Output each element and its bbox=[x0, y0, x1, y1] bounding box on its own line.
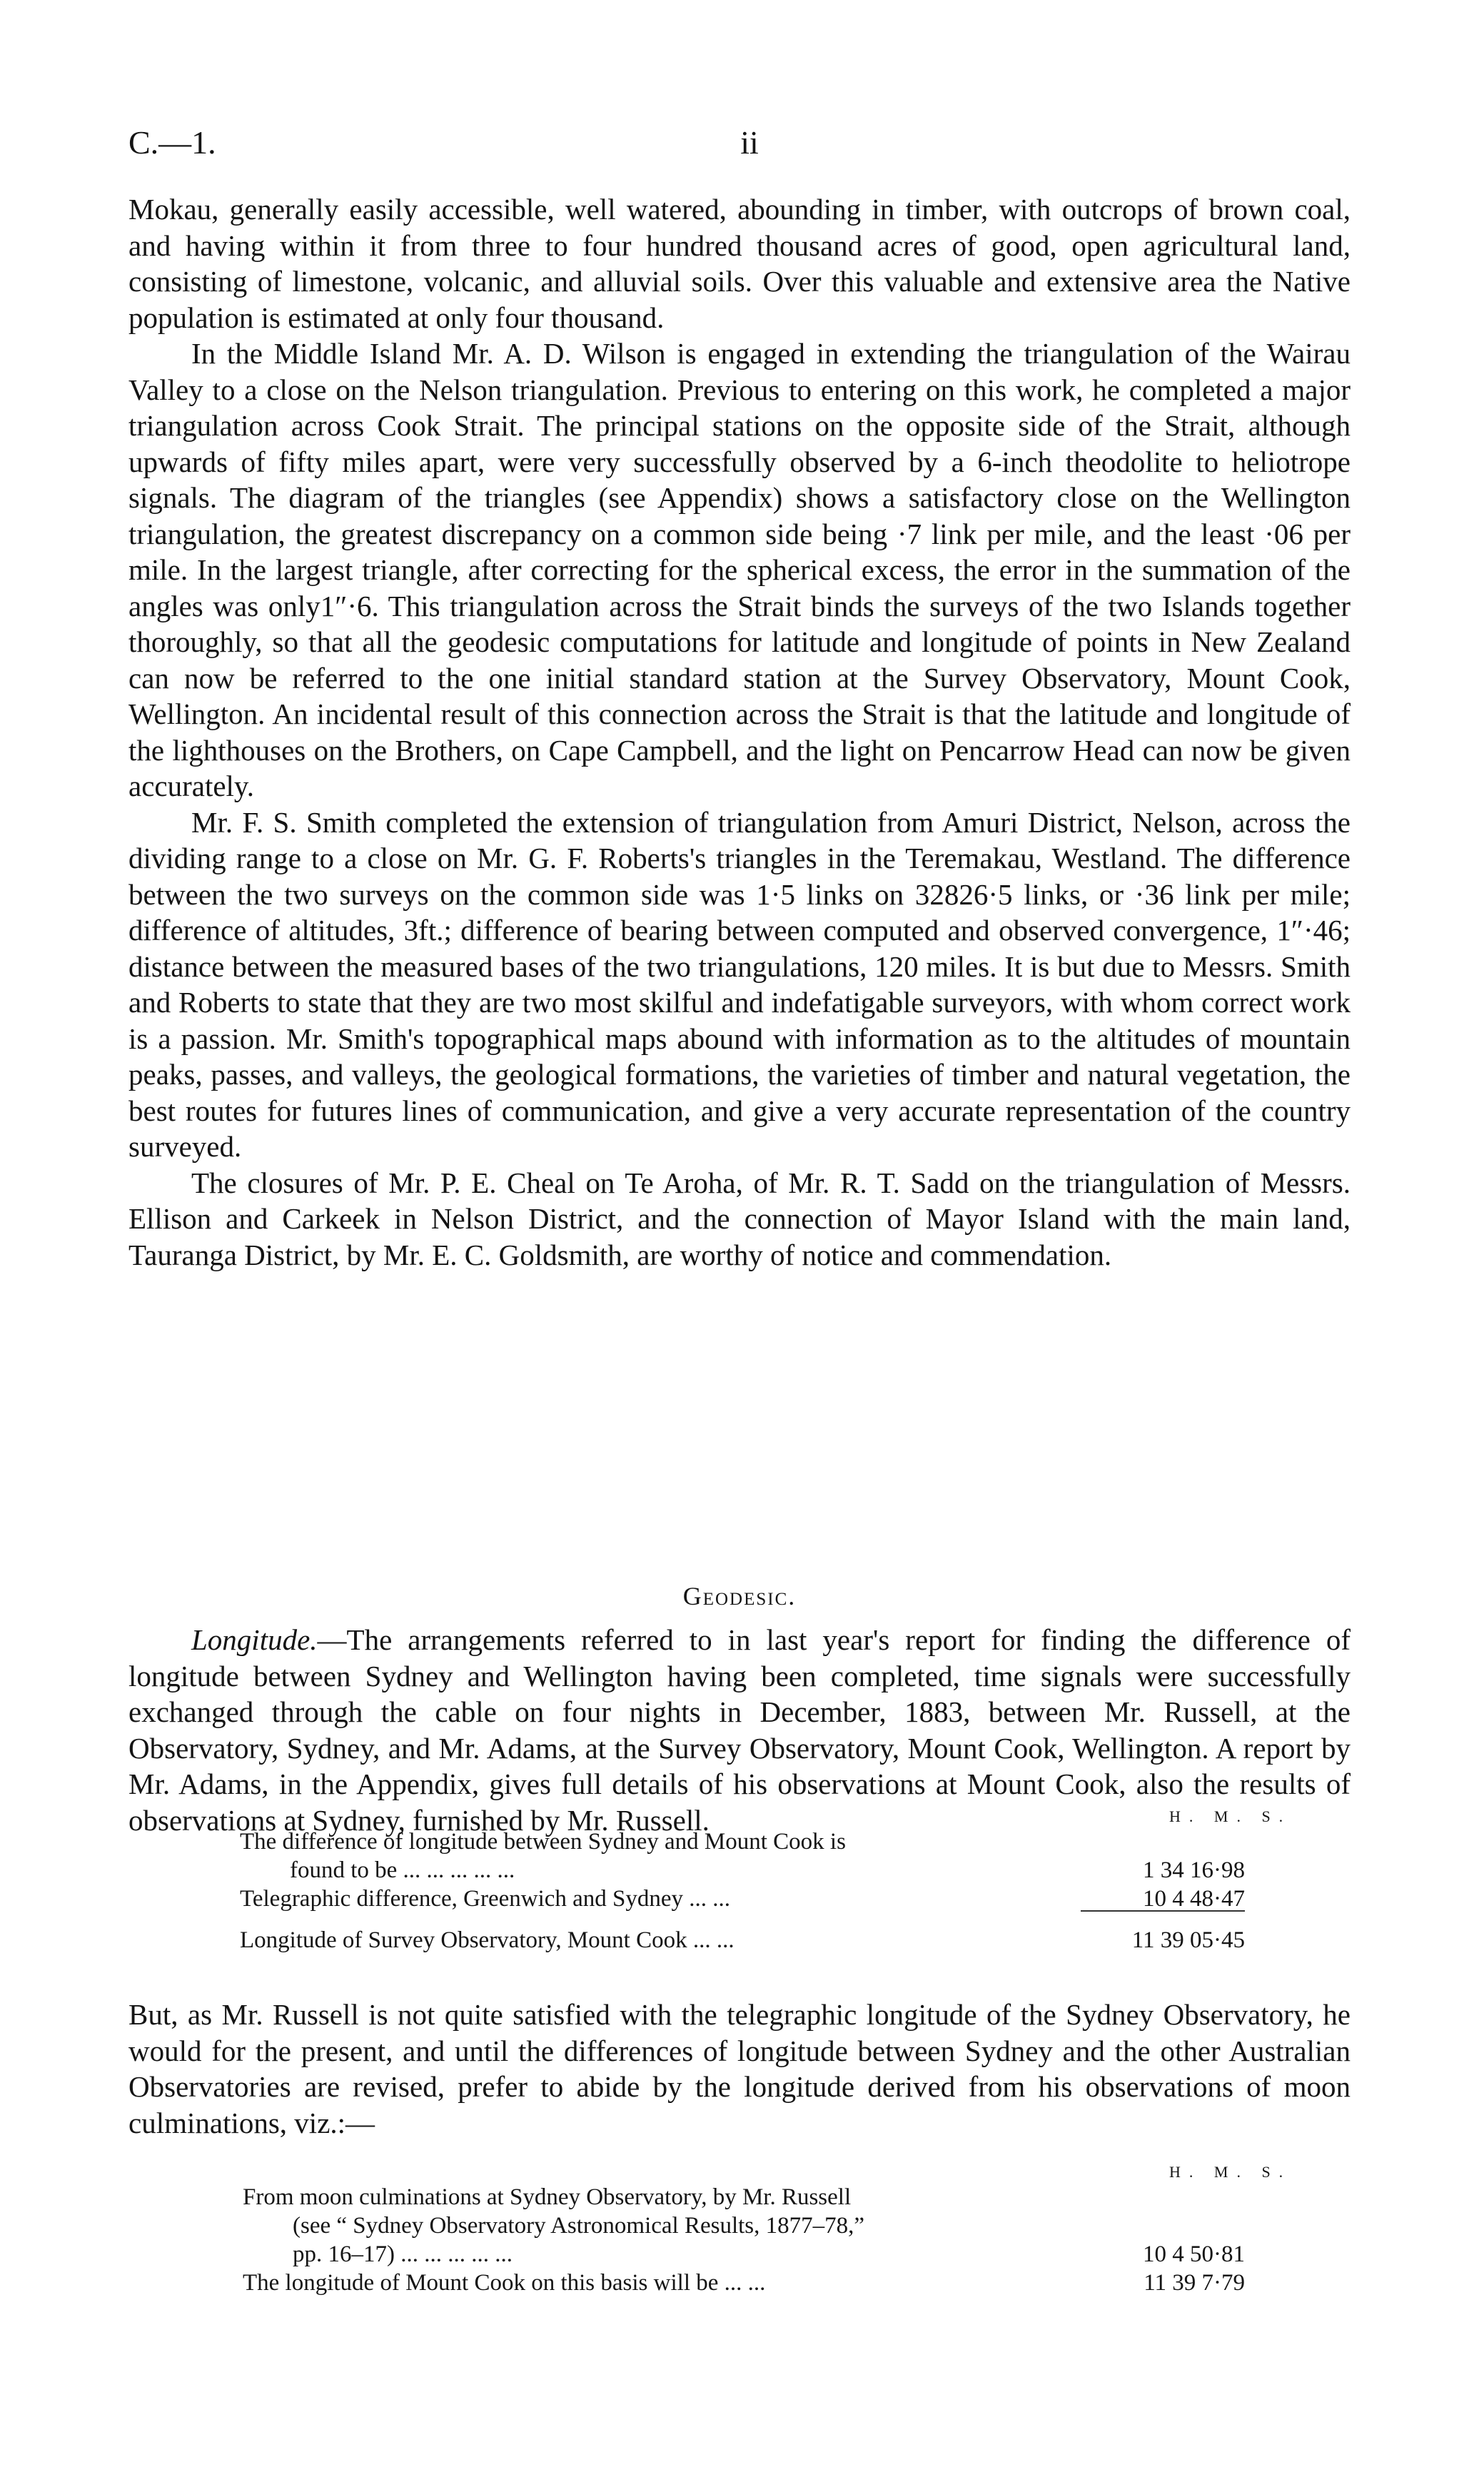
longitude-lead: Longitude. bbox=[191, 1623, 318, 1656]
table-row bbox=[240, 1926, 1245, 1954]
table-label: found to be ... ... ... ... ... bbox=[290, 1857, 515, 1883]
table-row bbox=[243, 2211, 1245, 2240]
longitude-table-1 bbox=[240, 1827, 1245, 1913]
body-text-longitude bbox=[128, 1622, 1351, 1838]
table-row bbox=[240, 1827, 1245, 1856]
sum-rule bbox=[1081, 1910, 1245, 1912]
table-row bbox=[240, 1856, 1245, 1885]
table-row bbox=[243, 2269, 1245, 2297]
page-header bbox=[128, 121, 1371, 164]
longitude-table-2 bbox=[243, 2183, 1245, 2297]
table-row bbox=[240, 1885, 1245, 1913]
table-value: 11 39 05·45 bbox=[1131, 1927, 1245, 1953]
table2-units: H. M. S. bbox=[1169, 2163, 1292, 2181]
table1-units: H. M. S. bbox=[1169, 1807, 1292, 1825]
document-reference: C.—1. bbox=[128, 124, 216, 161]
table-row bbox=[243, 2183, 1245, 2211]
body-text-russell bbox=[128, 1997, 1351, 2141]
table-value: 10 4 50·81 bbox=[1143, 2241, 1245, 2267]
paragraph-longitude bbox=[128, 1622, 1351, 1838]
body-text-upper bbox=[128, 191, 1351, 1273]
table-value: 11 39 7·79 bbox=[1144, 2270, 1245, 2296]
section-heading-geodesic: Geodesic. bbox=[682, 1582, 797, 1610]
table-label: (see “ Sydney Observatory Astronomical Results, 1877–78,” bbox=[293, 2213, 865, 2239]
table-value: 1 34 16·98 bbox=[1143, 1857, 1245, 1883]
table-value: 10 4 48·47 bbox=[1143, 1886, 1245, 1912]
table-label: Longitude of Survey Observatory, Mount Cook ... ... bbox=[240, 1927, 735, 1953]
paragraph-closures: The closures of Mr. P. E. Cheal on Te Aroha, of Mr. R. T. Sadd on the triangulation of Messrs. Ellison and Carkeek in Nelson District, and the connection of Mayor Island with the main land, Tauranga District, by Mr. E. C. Goldsmith, are worthy of notice and commendation. bbox=[128, 1166, 1351, 1271]
longitude-text: —The arrangements referred to in last year's report for finding the difference of longitude between Sydney and Wellington having been completed, time signals were successfully exchanged through the cable on four nights in December, 1883, between Mr. Russell, at the Observatory, Sydney, and Mr. Adams, at the Survey Observatory, Mount Cook, Wellington. A report by Mr. Adams, in the Appendix, gives full details of his observations at Mount Cook, also the results of observations at Sydney, furnished by Mr. Russell. bbox=[128, 1623, 1351, 1837]
paragraph-middle-island: In the Middle Island Mr. A. D. Wilson is engaged in extending the triangulation of the Wairau Valley to a close on the Nelson triangulation. Previous to entering on this work, he completed a major triangulation across Cook Strait. The principal stations on the opposite side of the Strait, although upwards of fifty miles apart, were very successfully observed by a 6-inch theodolite to heliotrope signals. The diagram of the triangles (see Appendix) shows a satisfactory close on the Wellington triangulation, the greatest discrepancy on a common side being ·7 link per mile, and the least ·06 per mile. In the largest triangle, after correcting for the spherical excess, the error in the summation of the angles was only1″·6. This triangulation across the Strait binds the surveys of the two Islands together thoroughly, so that all the geodesic computations for latitude and longitude of points in New Zealand can now be referred to the one initial standard station at the Survey Observatory, Mount Cook, Wellington. An incidental result of this connection across the Strait is that the latitude and longitude of the lighthouses on the Brothers, on Cape Campbell, and the light on Pencarrow Head can now be given accurately. bbox=[128, 337, 1351, 802]
paragraph-russell: But, as Mr. Russell is not quite satisfied with the telegraphic longitude of the Sydney Observatory, he would for the present, and until the differences of longitude between Sydney and the other Australian Observatories are revised, prefer to abide by the longitude derived from his observations of moon culminations, viz.:— bbox=[128, 1998, 1351, 2139]
table-label: The difference of longitude between Sydney and Mount Cook is bbox=[240, 1829, 846, 1855]
paragraph-mokau: Mokau, generally easily accessible, well watered, abounding in timber, with outcrops of brown coal, and having within it from three to four hundred thousand acres of good, open agricultural land, consisting of limestone, volcanic, and alluvial soils. Over this valuable and extensive area the Native population is estimated at only four thousand. bbox=[128, 193, 1351, 334]
paragraph-smith: Mr. F. S. Smith completed the extension of triangulation from Amuri District, Nelson, across the dividing range to a close on Mr. G. F. Roberts's triangles in the Teremakau, Westland. The difference between the two surveys on the common side was 1·5 links on 32826·5 links, or ·36 link per mile; difference of altitudes, 3ft.; difference of bearing between computed and observed convergence, 1″·46; distance between the measured bases of the two triangulations, 120 miles. It is but due to Messrs. Smith and Roberts to state that they are two most skilful and indefatigable surveyors, with whom correct work is a passion. Mr. Smith's topographical maps abound with information as to the altitudes of mountain peaks, passes, and valleys, the geological formations, the varieties of timber and natural vegetation, the best routes for futures lines of communication, and give a very accurate representation of the country surveyed. bbox=[128, 805, 1351, 1163]
table-label: From moon culminations at Sydney Observatory, by Mr. Russell bbox=[243, 2184, 852, 2210]
table-label: pp. 16–17) ... ... ... ... ... bbox=[293, 2241, 513, 2267]
page-number: ii bbox=[740, 124, 759, 161]
table-row bbox=[243, 2240, 1245, 2269]
table-label: Telegraphic difference, Greenwich and Sydney ... ... bbox=[240, 1886, 731, 1912]
longitude-total bbox=[240, 1926, 1245, 1954]
table-label: The longitude of Mount Cook on this basis will be ... ... bbox=[243, 2270, 766, 2296]
